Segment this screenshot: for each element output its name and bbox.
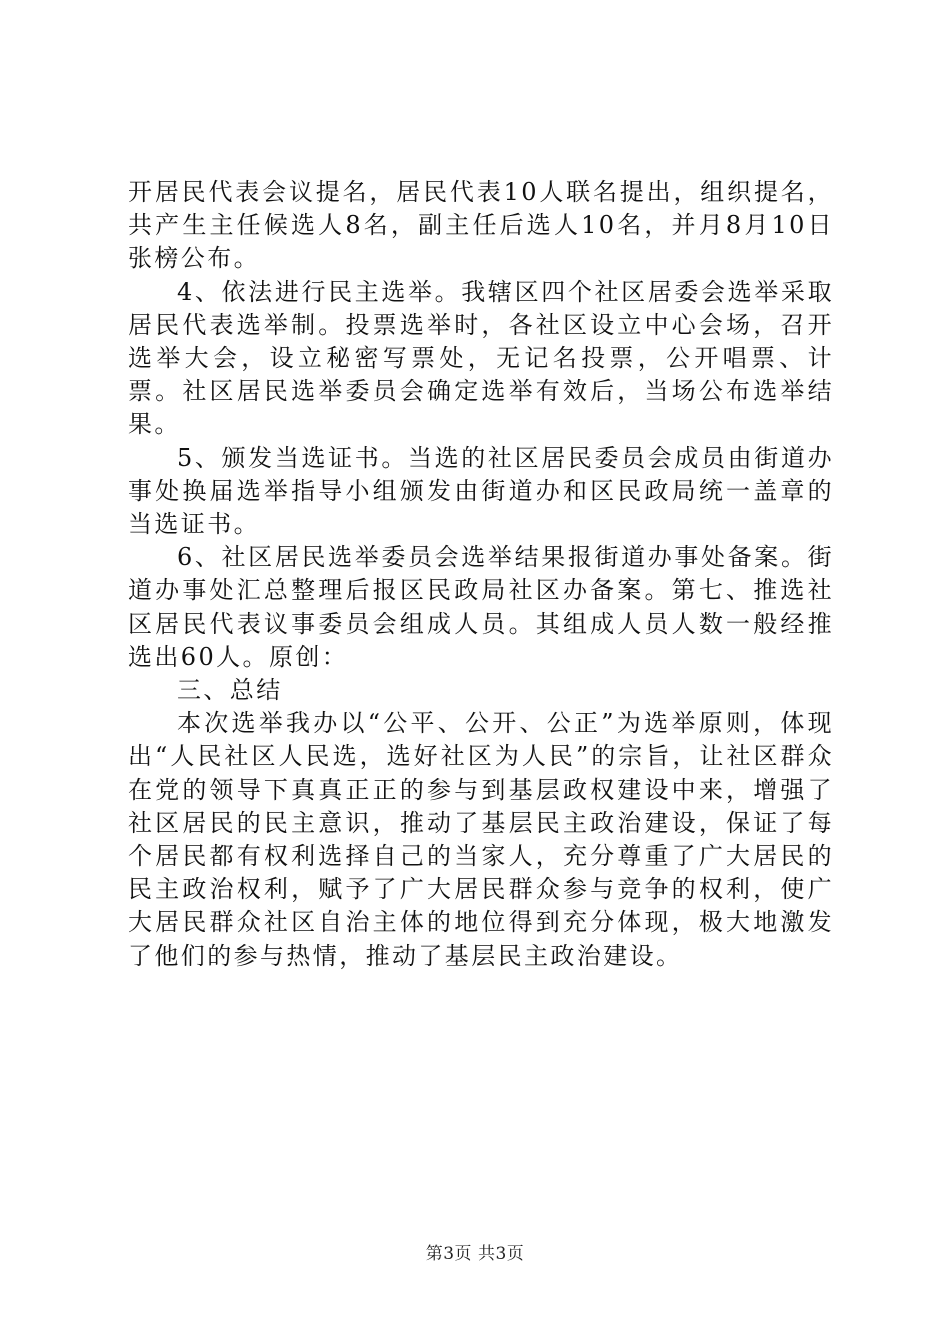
section-heading-summary: 三、总结: [177, 676, 283, 705]
paragraph-item-5: 5、颁发当选证书。当选的社区居民委员会成员由街道办事处换届选举指导小组颁发由街道办和区民政局统一盖章的当选证书。: [128, 443, 834, 539]
paragraph-continuation: 开居民代表会议提名，居民代表10人联名提出，组织提名，共产生主任候选人8名，副主任后选人10名，并月8月10日张榜公布。: [128, 178, 834, 273]
paragraph-item-4: 4、依法进行民主选举。我辖区四个社区居委会选举采取居民代表选举制。投票选举时，各社区设立中心会场，召开选举大会，设立秘密写票处，无记名投票，公开唱票、计票。社区居民选举委员会确定选举有效后，当场公布选举结果。: [128, 277, 834, 439]
paragraph-item-6: 6、社区居民选举委员会选举结果报街道办事处备案。街道办事处汇总整理后报区民政局社区办备案。第七、推选社区居民代表议事委员会组成人员。其组成人员人数一般经推选出60人。原创：: [128, 543, 834, 671]
paragraph-summary: 本次选举我办以“公平、公开、公正”为选举原则，体现出“人民社区人民选，选好社区为人民”的宗旨，让社区群众在党的领导下真真正正的参与到基层政权建设中来，增强了社区居民的民主意识，推动了基层民主政治建设，保证了每个居民都有权利选择自己的当家人，充分尊重了广大居民的民主政治权利，赋予了广大居民群众参与竞争的权利，使广大居民群众社区自治主体的地位得到充分体现，极大地激发了他们的参与热情，推动了基层民主政治建设。: [128, 709, 834, 970]
page-number-footer: 第3页 共3页: [425, 1244, 525, 1264]
document-body: [128, 176, 834, 973]
